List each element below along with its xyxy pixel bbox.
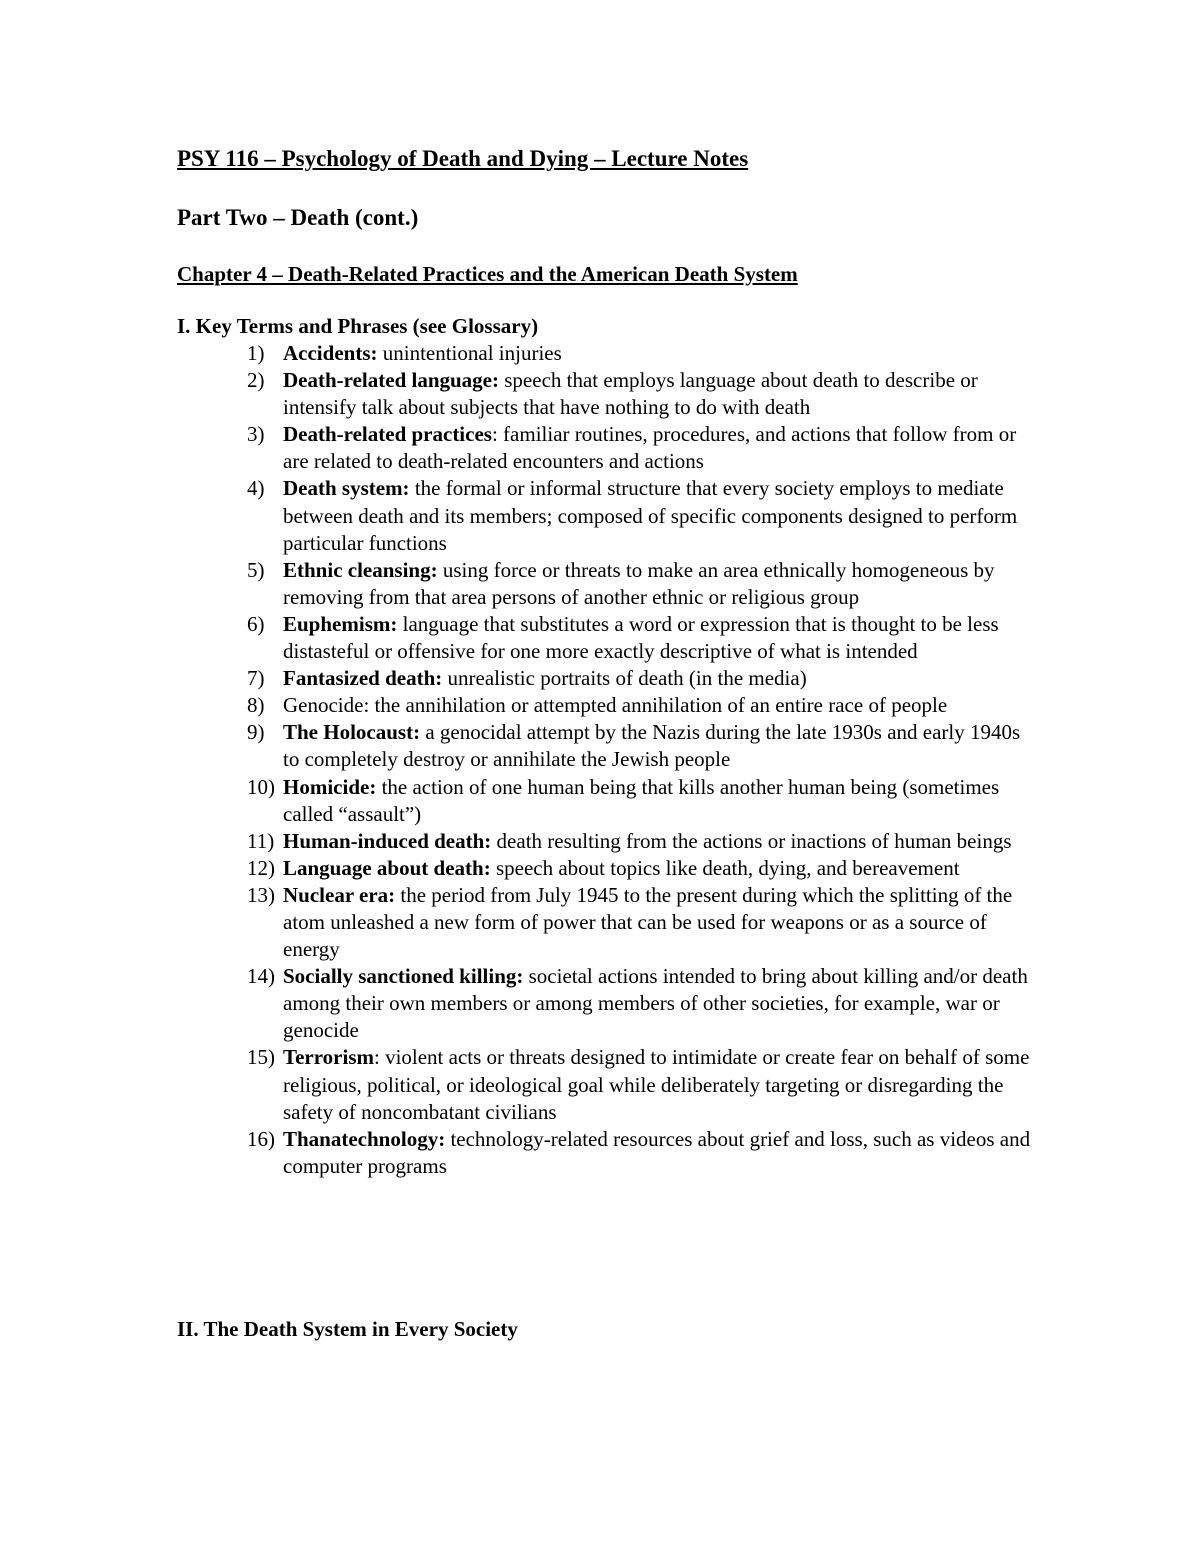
term-definition: the action of one human being that kills another human being (sometimes called “assault”) — [283, 774, 1000, 826]
list-item — [177, 719, 1037, 773]
term-definition: a genocidal attempt by the Nazis during the late 1930s and early 1940s to completely destroy or annihilate the Jewish people — [283, 720, 1021, 772]
term-name: The Holocaust: — [283, 720, 421, 745]
term-definition: the period from July 1945 to the present during which the splitting of the atom unleashed a new form of power that can be used for weapons or as a source of energy — [283, 882, 1013, 962]
list-item — [177, 421, 1037, 475]
document-title: PSY 116 – Psychology of Death and Dying – Lecture Notes — [177, 146, 749, 171]
list-item — [177, 557, 1037, 611]
term-definition: unintentional injuries — [377, 341, 562, 365]
term-definition: death resulting from the actions or inactions of human beings — [491, 828, 1012, 853]
list-item-number: 14) — [247, 964, 275, 989]
list-item — [177, 475, 1037, 556]
list-item — [177, 828, 1037, 855]
list-item — [177, 882, 1037, 963]
term-name: Thanatechnology: — [283, 1126, 446, 1151]
term-name: Death system: — [283, 476, 410, 501]
list-item — [177, 1126, 1037, 1180]
term-name: Homicide: — [283, 774, 377, 799]
term-name: Human-induced death: — [283, 828, 492, 853]
list-item — [177, 774, 1037, 828]
list-item-number: 13) — [247, 882, 275, 907]
part-title: Part Two – Death (cont.) — [177, 205, 419, 230]
list-item-number: 2) — [247, 368, 265, 393]
list-item-number: 11) — [247, 828, 275, 853]
list-item-number: 10) — [247, 774, 275, 799]
list-item-number: 3) — [247, 422, 265, 447]
term-name: Euphemism: — [283, 611, 398, 636]
list-item-number: 12) — [247, 855, 275, 880]
list-item — [177, 340, 1037, 367]
term-definition: the formal or informal structure that every society employs to mediate between death and its members; composed of specific components designed to perform particular functions — [283, 476, 1018, 555]
term-definition: language that substitutes a word or expression that is thought to be less distasteful or offensive for one more exactly descriptive of what is intended — [283, 611, 999, 664]
term-name: Fantasized death: — [283, 666, 443, 691]
list-item-number: 6) — [247, 611, 265, 636]
key-terms-list — [177, 340, 1037, 1180]
list-item-number: 8) — [247, 693, 265, 718]
term-definition: : violent acts or threats designed to intimidate or create fear on behalf of some religious, political, or ideological goal while deliberately targeting or disregarding the safety of noncombatant civilians — [283, 1045, 1030, 1124]
list-item-number: 5) — [247, 557, 265, 582]
section-heading-death-system: II. The Death System in Every Society — [177, 1317, 518, 1341]
term-name: Ethnic cleansing: — [283, 557, 438, 582]
list-item-number: 7) — [247, 666, 265, 691]
term-name: Genocide: — [283, 693, 370, 718]
section-heading-key-terms: I. Key Terms and Phrases (see Glossary) — [177, 314, 539, 338]
term-name: Death-related practices — [283, 422, 492, 447]
list-item — [177, 855, 1037, 882]
list-item — [177, 665, 1037, 692]
list-item-number: 16) — [247, 1126, 275, 1151]
term-name: Socially sanctioned killing: — [283, 964, 524, 989]
term-definition: technology-related resources about grief and loss, such as videos and computer programs — [283, 1126, 1031, 1178]
term-definition: : familiar routines, procedures, and actions that follow from or are related to death-related encounters and actions — [283, 422, 1017, 474]
term-name: Death-related language: — [283, 368, 499, 393]
term-name: Accidents: — [283, 341, 378, 365]
term-definition: speech about topics like death, dying, and bereavement — [490, 855, 960, 880]
list-item — [177, 367, 1037, 421]
term-definition: the annihilation or attempted annihilation of an entire race of people — [369, 693, 948, 718]
term-name: Language about death: — [283, 855, 491, 880]
list-item — [177, 611, 1037, 665]
chapter-title: Chapter 4 – Death-Related Practices and the American Death System — [177, 262, 798, 286]
term-name: Terrorism — [283, 1045, 374, 1070]
list-item — [177, 692, 1037, 719]
term-name: Nuclear era: — [283, 882, 396, 907]
term-definition: speech that employs language about death to describe or intensify talk about subjects that have nothing to do with death — [283, 368, 978, 420]
list-item — [177, 1044, 1037, 1125]
term-definition: unrealistic portraits of death (in the media) — [442, 666, 807, 691]
list-item-number: 15) — [247, 1045, 275, 1070]
list-item-number: 9) — [247, 720, 265, 745]
term-definition: societal actions intended to bring about killing and/or death among their own members or among members of other societies, for example, war or genocide — [283, 964, 1028, 1043]
list-item-number: 1) — [247, 341, 265, 365]
list-item-number: 4) — [247, 476, 265, 501]
term-definition: using force or threats to make an area ethnically homogeneous by removing from that area persons of another ethnic or religious group — [283, 557, 995, 609]
list-item — [177, 963, 1037, 1044]
